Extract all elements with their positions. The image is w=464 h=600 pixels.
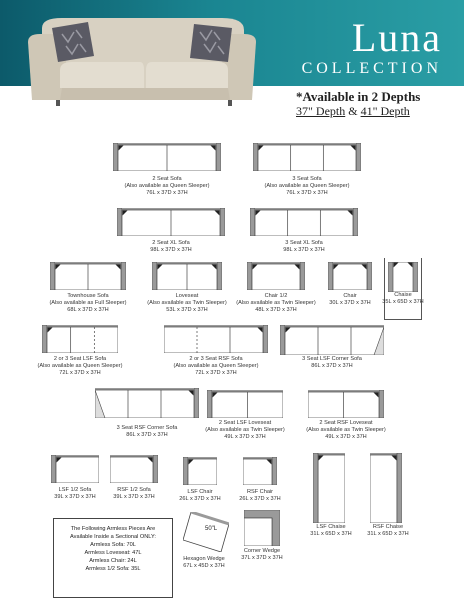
lsf-loveseat-caption-line: 49L x 37D x 37H	[224, 434, 266, 440]
loveseat-caption-line: 53L x 37D x 37H	[166, 307, 208, 313]
townhouse-sofa-diagram	[50, 262, 126, 290]
lsf-corner-sofa-caption	[272, 356, 392, 370]
lsf-chair-caption-line: LSF Chair	[187, 489, 213, 495]
rsf-chair-caption-line: 26L x 37D x 37H	[239, 496, 281, 502]
rsf-loveseat-caption-line: 2 Seat RSF Loveseat	[319, 420, 373, 426]
rsf-loveseat-caption	[286, 420, 406, 441]
chair-half-diagram	[247, 262, 305, 290]
lsf-chaise-caption-line: LSF Chaise	[316, 524, 346, 530]
chaise-caption-line: Chaise	[394, 292, 412, 298]
rsf-chair-caption-line: RSF Chair	[246, 489, 274, 495]
hexagon-wedge-diagram	[183, 512, 229, 552]
lsf-sofa-caption-line: 72L x 37D x 37H	[59, 370, 101, 376]
chair-caption-line: Chair	[343, 293, 357, 299]
lsf-corner-sofa-diagram	[280, 325, 384, 355]
depth-option-37: 37" Depth	[296, 104, 346, 118]
depth-options	[296, 104, 420, 119]
collection-title: Luna	[351, 15, 442, 60]
loveseat-caption-line: (Also available as Twin Sleeper)	[147, 300, 227, 306]
sofa-hero-image	[22, 8, 262, 108]
depth-info	[296, 89, 420, 119]
armless-pieces-note	[53, 518, 173, 598]
chair-half-caption-line: 48L x 37D x 37H	[255, 307, 297, 313]
townhouse-sofa-caption-line: (Also available as Full Sleeper)	[49, 300, 127, 306]
chair-half-caption-line: (Also available as Twin Sleeper)	[236, 300, 316, 306]
collection-subtitle: COLLECTION	[301, 60, 442, 77]
rsf-loveseat-caption-line: 49L x 37D x 37H	[325, 434, 367, 440]
rsf-chaise-caption	[328, 524, 448, 538]
three-seat-sofa-caption-line: 76L x 37D x 37H	[286, 190, 328, 196]
lsf-loveseat-caption-line: (Also available as Twin Sleeper)	[205, 427, 285, 433]
three-seat-sofa-caption-line: 3 Seat Sofa	[292, 176, 322, 182]
lsf-sofa-caption-line: 2 or 3 Seat LSF Sofa	[53, 356, 107, 362]
note-list-item: Armless Sofa: 70L	[90, 542, 136, 548]
rsf-sofa-caption-line: (Also available as Queen Sleeper)	[173, 363, 259, 369]
note-list-item: Armless Chair: 24L	[89, 558, 137, 564]
chaise-caption-line: 35L x 65D x 37H	[382, 299, 424, 305]
three-seat-xl-sofa-caption-line: 98L x 37D x 37H	[283, 247, 325, 253]
pillow-right-icon	[190, 24, 232, 62]
lsf-loveseat-caption-line: 2 Seat LSF Loveseat	[218, 420, 272, 426]
note-line: The Following Armless Pieces Are	[70, 526, 156, 532]
chair-caption-line: 30L x 37D x 37H	[329, 300, 371, 306]
depth-joiner: &	[345, 104, 361, 118]
pillow-left-icon	[52, 22, 94, 62]
rsf-chair-diagram	[243, 457, 277, 485]
rsf-corner-sofa-caption-line: 3 Seat RSF Corner Sofa	[116, 425, 178, 431]
lsf-chair-caption-line: 26L x 37D x 37H	[179, 496, 221, 502]
chair-half-caption-line: Chair 1/2	[264, 293, 288, 299]
loveseat-caption-line: Loveseat	[175, 293, 199, 299]
depth-heading: *Available in 2 Depths	[296, 89, 421, 104]
rsf-sofa-caption	[156, 356, 276, 377]
two-seat-xl-sofa-caption-line: 98L x 37D x 37H	[150, 247, 192, 253]
two-seat-sofa-caption-line: 2 Seat Sofa	[152, 176, 182, 182]
two-seat-sofa-caption-line: 76L x 37D x 37H	[146, 190, 188, 196]
rsf-half-sofa-caption-line: RSF 1/2 Sofa	[117, 487, 151, 493]
lsf-chair-diagram	[183, 457, 217, 485]
rsf-loveseat-caption-line: (Also available as Twin Sleeper)	[306, 427, 386, 433]
rsf-chaise-diagram	[370, 453, 402, 523]
two-seat-sofa-caption-line: (Also available as Queen Sleeper)	[124, 183, 210, 189]
corner-wedge-diagram	[244, 510, 280, 546]
two-seat-xl-sofa-caption-line: 2 Seat XL Sofa	[152, 240, 190, 246]
lsf-sofa-caption	[20, 356, 140, 377]
note-list-item: Armless 1/2 Sofa: 35L	[85, 566, 141, 572]
chaise-caption	[343, 292, 463, 306]
two-seat-sofa-caption	[107, 176, 227, 197]
rsf-chaise-caption-line: 31L x 65D x 37H	[367, 531, 409, 537]
lsf-half-sofa-diagram	[51, 455, 99, 483]
three-seat-sofa-caption-line: (Also available as Queen Sleeper)	[264, 183, 350, 189]
rsf-loveseat-diagram	[308, 390, 384, 418]
lsf-sofa-diagram	[42, 325, 118, 353]
lsf-half-sofa-caption-line: 39L x 37D x 37H	[54, 494, 96, 500]
lsf-loveseat-diagram	[207, 390, 283, 418]
rsf-sofa-diagram	[164, 325, 268, 353]
two-seat-xl-sofa-diagram	[117, 208, 225, 236]
townhouse-sofa-caption-line: 68L x 37D x 37H	[67, 307, 109, 313]
two-seat-sofa-diagram	[113, 143, 221, 171]
note-list-item: Armless Loveseat: 47L	[84, 550, 142, 556]
hexagon-wedge-caption-line: Hexagon Wedge	[183, 556, 225, 562]
loveseat-diagram	[152, 262, 222, 290]
lsf-sofa-caption-line: (Also available as Queen Sleeper)	[37, 363, 123, 369]
corner-wedge-caption-line: Corner Wedge	[243, 548, 281, 554]
rsf-corner-sofa-caption-line: 86L x 37D x 37H	[126, 432, 168, 438]
three-seat-xl-sofa-caption-line: 3 Seat XL Sofa	[285, 240, 323, 246]
rsf-sofa-caption-line: 72L x 37D x 37H	[195, 370, 237, 376]
three-seat-sofa-diagram	[253, 143, 361, 171]
rsf-corner-sofa-diagram	[95, 388, 199, 418]
lsf-corner-sofa-caption-line: 86L x 37D x 37H	[311, 363, 353, 369]
chair-diagram	[328, 262, 372, 290]
rsf-sofa-caption-line: 2 or 3 Seat RSF Sofa	[189, 356, 243, 362]
lsf-half-sofa-caption-line: LSF 1/2 Sofa	[58, 487, 92, 493]
rsf-chaise-caption-line: RSF Chaise	[372, 524, 404, 530]
note-line: Available Inside a Sectional ONLY:	[70, 534, 156, 540]
depth-option-41: 41" Depth	[360, 104, 410, 118]
three-seat-xl-sofa-caption	[244, 240, 364, 254]
two-seat-xl-sofa-caption	[111, 240, 231, 254]
chaise-outline	[384, 258, 422, 320]
corner-wedge-caption-line: 37L x 37D x 37H	[241, 555, 283, 561]
lsf-chaise-caption-line: 31L x 65D x 37H	[310, 531, 352, 537]
hexagon-wedge-caption-line: 67L x 45D x 37H	[183, 563, 225, 569]
rsf-half-sofa-caption-line: 39L x 37D x 37H	[113, 494, 155, 500]
brand-logo	[301, 15, 442, 78]
lsf-chaise-diagram	[313, 453, 345, 523]
rsf-half-sofa-diagram	[110, 455, 158, 483]
three-seat-xl-sofa-diagram	[250, 208, 358, 236]
wedge-dimension-label: 50"L	[205, 526, 218, 532]
rsf-chair-caption	[200, 489, 320, 503]
lsf-corner-sofa-caption-line: 3 Seat LSF Corner Sofa	[302, 356, 362, 362]
townhouse-sofa-caption-line: Townhouse Sofa	[67, 293, 109, 299]
three-seat-sofa-caption	[247, 176, 367, 197]
